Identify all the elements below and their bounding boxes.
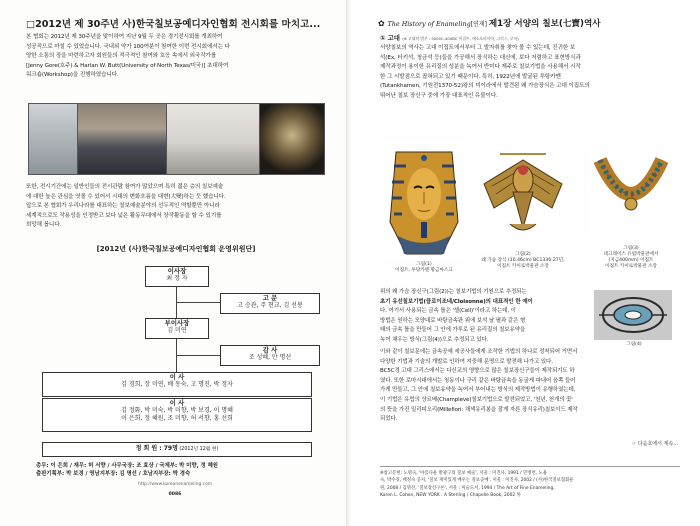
para-line: 제작과정이 용이한 유리질의 성분을 녹여서 반미다 제주로 칠보기법을 사용해서 시작 xyxy=(380,64,581,71)
staff-line: 총무: 이 은희 / 재무: 허 서향 / 사무국장: 조 효상 / 국제부: 박 미향, 정 혜원 xyxy=(36,463,218,469)
body-line: 에 대한 높은 관심을 엿볼 수 있어서 시대의 변화흐름을 대변(大變)하는 듯 했습니다. xyxy=(26,193,226,200)
para-line: 서양칠보의 역사는 고대 이집트에서부터 그 발자취를 찾아 볼 수 있는데, 진귀한 보 xyxy=(380,45,576,51)
figure-caption-text: 이집트 카이로박물관 소장 xyxy=(605,264,657,269)
org-connector xyxy=(176,302,220,303)
para-line: 다. 여기서 사용되는 금속 틀은 '셀(Cell)'이라고 하는데, 이 xyxy=(380,308,516,315)
para-line: 석(Ex, 터키석, 청금석 등)들을 가공해서 장식하는 대신에, 보다 저렴하고 표현방식과 xyxy=(380,54,581,61)
para-line: BC5C경 고대 그리스에서는 다신교의 영향으로 많은 칠보장신구들이 제작되기도 하 xyxy=(380,368,575,375)
members-label: 정 회 원 : xyxy=(135,445,164,452)
para-line: 다양한 기법과 기술의 개발로 인하여 지중해 문명으로 발전해 나가고 있다. xyxy=(380,358,553,365)
org-chair-box xyxy=(145,266,209,287)
reference-line: 원, 2008 / 김명선, '칠보장신구론', 서울 : 미술도서, 1994 / The Art of Fine Enameling, xyxy=(380,485,555,491)
body-line: 또한, 전시기간에는 일반인들의 전시관람 참여가 많았으며 특히 젊은 층의 칠보예술 xyxy=(26,184,224,190)
para-line: 방법은 원하는 모양대로 바탕금속판 위에 보석 날 펼과 같은 형 xyxy=(380,317,526,324)
reference-line: ※참고문헌: 노명숙, '아름다운 발광구의 칠보 예술', 서울 : 미진사, 1991 / 민병련, 노용 xyxy=(380,471,548,476)
advisor-names: 고 승관, 주 현교, 김 선봉 xyxy=(237,302,303,309)
para-line: 되었다. xyxy=(380,416,398,423)
references-rule xyxy=(380,466,680,467)
group-photo xyxy=(77,103,167,175)
chair-title: 이사장 xyxy=(167,267,187,275)
reference-line: Karen L. Cohen, NEW YORK : A Sterling / Chapelle Book, 2002 外 xyxy=(380,493,521,499)
figure-caption-text: 왜 가슴 장식 (10.46cm) BC1336-27년, xyxy=(481,258,565,263)
staff-line: 출판기획부: 박 보경 / 영남지부장: 김 명선 / 호남지부장: 박 경숙 xyxy=(36,471,191,478)
workshop-photo xyxy=(166,103,260,175)
staff-list xyxy=(36,462,320,479)
section-label: ① 고대 xyxy=(380,34,400,42)
auditor-names: 조 성혜, 안 명선 xyxy=(248,354,292,361)
figure-caption-text: 이집트, 투탕카멘 황금마스크 xyxy=(395,268,453,273)
advisor-title: 고 문 xyxy=(262,294,278,302)
paragraph-cloisonne-intro xyxy=(380,288,580,346)
golden-mask-figure xyxy=(384,142,464,258)
figure-caption-text: 네크레이스 유럽박물관에서 xyxy=(603,252,659,257)
running-head-en: The History of Enameling xyxy=(387,20,471,28)
directors-names: 김 경희, 장 미연, 배 동숙, 고 명진, 박 정자 xyxy=(121,381,233,388)
enamel-work-photo xyxy=(259,103,325,175)
pectoral-figure xyxy=(480,146,566,250)
body-line: 세계적으로도 작용성을 인정받고 보다 넓은 활동무대에서 장작활동을 할 수 있기를 xyxy=(26,212,222,219)
section-heading xyxy=(380,33,519,42)
running-head-ko: [연재] xyxy=(470,21,489,28)
page-number: 0086 xyxy=(168,492,182,497)
para-line: 한 그 시발점으로 꼽혀되고 있기 때문이다. 특히, 1922년에 발굴된 투탕카멘 xyxy=(380,73,561,80)
para-line: 였다. 또한 로마시대에서는 청동이나 구리 같은 바탕금속을 동굴게 파내어 음쪽 들어 xyxy=(380,377,576,384)
reference-line: 숙, 박수경, 배정숙 공저, '칠보 재미있게 배우는 칠보공예', 서울 : 미진사, 2002 / (사)한국칠보협회운 xyxy=(380,478,574,484)
cloisonne-diagram-figure xyxy=(594,290,672,340)
directors-names: 김 정화, 박 미숙, 박 미향, 박 보경, 이 명혜 xyxy=(121,407,233,414)
org-chart-title: [2012년 (사)한국칠보공예디자인협회 운영위원단] xyxy=(96,245,256,253)
exhibition-title: □2012년 제 30주년 사)한국칠보공예디자인협회 전시회를 마치고... xyxy=(26,19,321,30)
directors-title: 이 사 xyxy=(169,399,185,407)
directors-title: 이 사 xyxy=(169,373,185,381)
org-vice-chair-box xyxy=(145,318,209,339)
figure-caption-text: (지금400mm) 이집트 xyxy=(608,258,654,263)
members-count: 79명 xyxy=(163,445,178,452)
org-members-box xyxy=(42,442,312,457)
org-directors-box xyxy=(42,398,312,432)
necklace-figure xyxy=(590,146,672,232)
auditor-title: 감 사 xyxy=(262,346,278,354)
org-advisor-box xyxy=(220,293,320,314)
body-line: 희망해 봅니다. xyxy=(26,222,62,229)
para-line: 가게 만들고, 그 안에 칠보유약을 녹여서 부어내는 방식의 제작방법이 유행하였는데, xyxy=(380,387,576,394)
chair-name: 최 정 자 xyxy=(166,275,188,282)
website-link[interactable]: http://www.koreanenameling.com xyxy=(137,482,213,487)
figure-caption-label: 그림(3) xyxy=(623,246,639,251)
org-connector xyxy=(176,355,220,356)
members-note: (2012년 12월 현) xyxy=(177,447,219,452)
body-paragraph xyxy=(26,183,324,231)
section-note: (※ 고대의 범주 : 5000C-400BC 이집트, 메소포타미아, 그리스, 로마) xyxy=(402,36,519,41)
paragraph-ancient xyxy=(380,44,678,102)
intro-paragraph xyxy=(26,33,324,81)
vice-chair-title: 부이사장 xyxy=(164,319,190,327)
references xyxy=(380,470,680,500)
intro-line: [Jenny Gore(호주) & Harlan W. Butt(University of North Texas/미국)] 초대하여 xyxy=(26,62,229,69)
figure-caption-text: 이집트 카이로박물관 소장 xyxy=(497,264,549,269)
para-line: 녹여 채우는 방식(그림(4))으로 추정되고 있다. xyxy=(380,336,489,343)
intro-line: 양한 소통의 장을 마련하고자 회원들의 적극적인 참여와 호응 속에서 외국작가를 xyxy=(26,53,217,60)
chapter-title: 제1장 서양의 칠보(七寶)역사 xyxy=(488,19,601,29)
vice-chair-name: 김 미연 xyxy=(167,327,187,334)
para-line: 이와 같이 칠보문에는 금속공예 세공사들에게 조작한 기법의 하나로 정착되어 거면서 xyxy=(380,349,578,355)
figure-3-caption xyxy=(582,246,680,270)
paragraph-cloisonne-history xyxy=(380,348,678,425)
para-line: 위의 왜 가슴 장신구(그림(2))는 칠보기법의 기원으로 추정되는 xyxy=(380,289,527,295)
intro-line: 본 협회는 2012년 제 30주년을 맞이하여 지난 9월 두 곳은 경기전시회를 개최하여 xyxy=(26,34,223,40)
para-line: 뛰어난 칠보 장신구 중에 가장 대표적인 유물이다. xyxy=(380,92,498,99)
continued-note: ☞ 다음호에서 계속... xyxy=(631,441,678,447)
right-page xyxy=(350,0,700,526)
intro-line: 워크숍(Workshop)을 진행하였습니다. xyxy=(26,72,119,79)
body-line: 앞으로 본 협회가 우리나라를 대표하는 칠보예술분야의 선두적인 역할뿐만 아니라 xyxy=(26,203,220,210)
intro-line: 성공적으로 마칠 수 있었습니다. 국내외 약가 100여분이 참여한 이번 전시회에서는 다 xyxy=(26,43,230,50)
running-head: ✿ The History of Enameling[연재] 제1장 서양의 칠보(七寶)역사 xyxy=(378,19,601,29)
para-line: 의 뜻을 가진 밀리피오리(Millefiori: 채색유리봉을 잘게 자른 장식유리)칠보이드 제작 xyxy=(380,406,578,413)
para-line: (Tutankhamen, 기원전1370-52)왕의 미이라에서 발견된 왜 가슴장식은 고대 이집트의 xyxy=(380,83,590,90)
exhibition-photo xyxy=(28,103,78,175)
figure-4-caption: 그림(4) xyxy=(626,342,642,347)
para-line: 태의 금속 틀을 만들어 그 안에 가루로 된 유리질의 칠보유약을 xyxy=(380,327,526,334)
figure-2-caption xyxy=(474,252,572,270)
directors-names: 이 은희, 정 혜원, 조 미향, 허 서향, 홍 선희 xyxy=(121,415,233,422)
figure-caption-label: 그림(2) xyxy=(515,252,531,257)
org-directors-box xyxy=(42,372,312,397)
para-line: 이 기법은 유럽의 샹르베(Champleve)칠보기법으로 발전되었고, '천년, 천개의 꽃' xyxy=(380,396,573,403)
org-auditor-box xyxy=(220,345,320,366)
para-line: 초기 유선칠보기법(클로이조네/Cloisonne)의 대표적인 한 예이 xyxy=(380,298,533,305)
figure-1-caption xyxy=(382,262,466,274)
figure-caption-label: 그림(1) xyxy=(416,262,432,267)
